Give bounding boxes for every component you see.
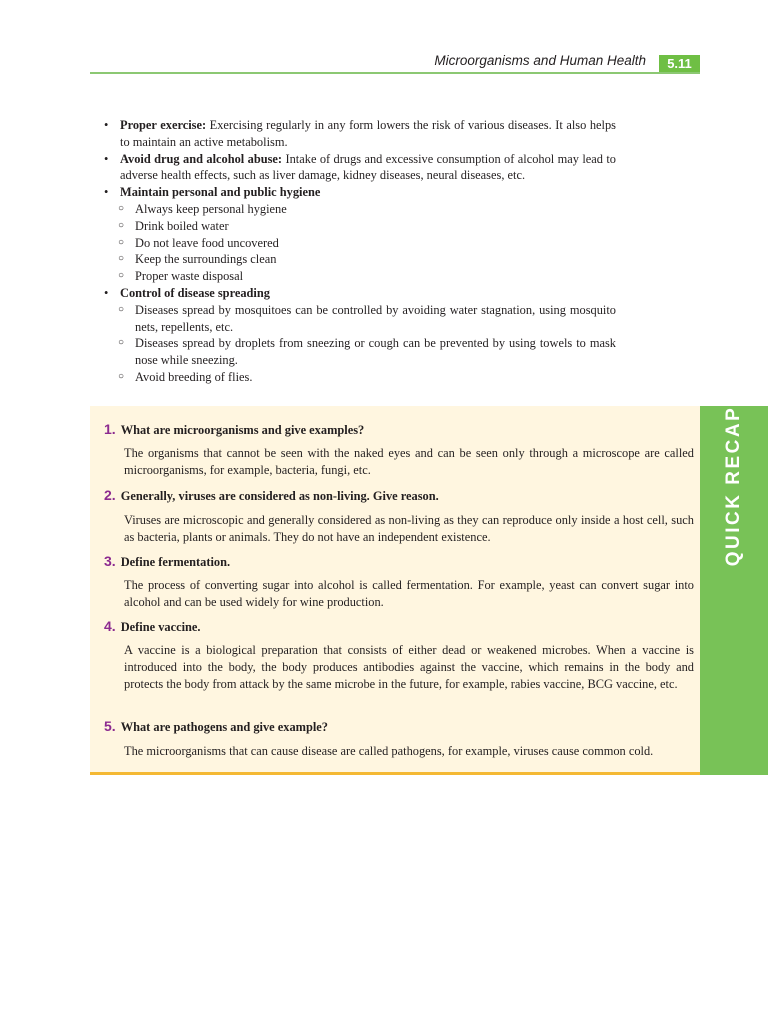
question-number: 3.: [104, 553, 116, 569]
question-number: 5.: [104, 718, 116, 734]
sub-list-item: [104, 369, 616, 386]
hollow-bullet-icon: ○: [118, 337, 125, 349]
recap-question: [104, 718, 696, 735]
list-item: [104, 117, 616, 151]
hollow-bullet-icon: ○: [118, 253, 125, 265]
recap-answer: The microorganisms that can cause disease are called pathogens, for example, viruses cause common cold.: [124, 744, 654, 758]
recap-answer: Viruses are microscopic and generally considered as non-living as they can reproduce only inside a host cell, such as bacteria, plants or animals. They do not have an independent existence.: [124, 513, 694, 544]
sub-list-item-text: Do not leave food uncovered: [135, 235, 279, 250]
sub-list-item: [104, 268, 616, 285]
hollow-bullet-icon: ○: [118, 370, 125, 382]
list-item: [104, 184, 616, 201]
page-number-badge: 5.11: [659, 55, 700, 73]
recap-answer: The process of converting sugar into alcohol is called fermentation. For example, yeast can convert sugar into alcohol and can be used widely for wine production.: [124, 578, 694, 609]
question-number: 1.: [104, 421, 116, 437]
bullet-icon: •: [104, 285, 109, 300]
bullet-icon: •: [104, 185, 109, 200]
question-text: Define fermentation.: [120, 555, 231, 569]
question-text: Generally, viruses are considered as non-living. Give reason.: [120, 489, 439, 503]
sub-list-item-text: Diseases spread by droplets from sneezing or cough can be prevented by using towels to mask nose while sneezing.: [135, 336, 616, 368]
hollow-bullet-icon: ○: [118, 219, 125, 231]
bullet-list: [104, 117, 616, 386]
hollow-bullet-icon: ○: [118, 303, 125, 315]
question-number: 2.: [104, 487, 116, 503]
bullet-icon: •: [104, 118, 109, 132]
sub-list-item: [104, 251, 616, 268]
list-item-title: Maintain personal and public hygiene: [120, 185, 321, 200]
list-item-title: Control of disease spreading: [120, 285, 270, 300]
list-item-text: Exercising regularly in any form lowers the risk of various diseases. It also helps to maintain an active metabolism.: [120, 118, 616, 149]
sub-list-item: [104, 218, 616, 235]
bullet-icon: •: [104, 151, 109, 166]
list-item: [104, 151, 616, 185]
sub-list-item: [104, 201, 616, 218]
sub-list-item-text: Proper waste disposal: [135, 269, 244, 284]
list-item-title: Proper exercise:: [120, 118, 207, 132]
quick-recap-side-tab: [700, 406, 768, 775]
sub-list-item: [104, 302, 616, 336]
list-item-title: Avoid drug and alcohol abuse:: [120, 151, 283, 166]
question-text: What are microorganisms and give examples?: [120, 423, 365, 437]
recap-question: [104, 421, 696, 438]
sub-list-item-text: Avoid breeding of flies.: [135, 369, 253, 384]
hollow-bullet-icon: ○: [118, 236, 125, 248]
hollow-bullet-icon: ○: [118, 270, 125, 282]
quick-recap-label: QUICK RECAP: [723, 405, 744, 567]
question-text: What are pathogens and give example?: [120, 720, 329, 734]
sub-list-item-text: Always keep personal hygiene: [135, 201, 287, 216]
sub-list-item: [104, 235, 616, 252]
header-divider: [90, 72, 700, 74]
sub-list-item-text: Drink boiled water: [135, 218, 229, 233]
running-title: Microorganisms and Human Health: [434, 53, 646, 68]
hollow-bullet-icon: ○: [118, 202, 125, 214]
recap-answer: A vaccine is a biological preparation that consists of either dead or weakened microbes. When a vaccine is introduced into the body, the body produces antibodies against the vaccine, which remains in the body and protects the body from attack by the same microbe in the future, for example, rabies vaccine, BCG vaccine, etc.: [124, 643, 694, 691]
list-item-text: Intake of drugs and excessive consumption of alcohol may lead to adverse health effects, such as liver damage, kidney diseases, neural diseases, etc.: [120, 151, 617, 183]
sub-list-item-text: Keep the surroundings clean: [135, 252, 277, 267]
recap-answer: The organisms that cannot be seen with the naked eyes and can be seen only through a microscope are called microorganisms, for example, bacteria, fungi, etc.: [124, 446, 694, 477]
recap-question: [104, 553, 696, 570]
sub-list-item: [104, 335, 616, 369]
question-text: Define vaccine.: [120, 620, 201, 634]
list-item: [104, 285, 616, 302]
recap-question: [104, 487, 696, 504]
sub-list-item-text: Diseases spread by mosquitoes can be controlled by avoiding water stagnation, using mosquito nets, repellents, etc.: [135, 302, 616, 334]
recap-question: [104, 618, 696, 635]
question-number: 4.: [104, 618, 116, 634]
